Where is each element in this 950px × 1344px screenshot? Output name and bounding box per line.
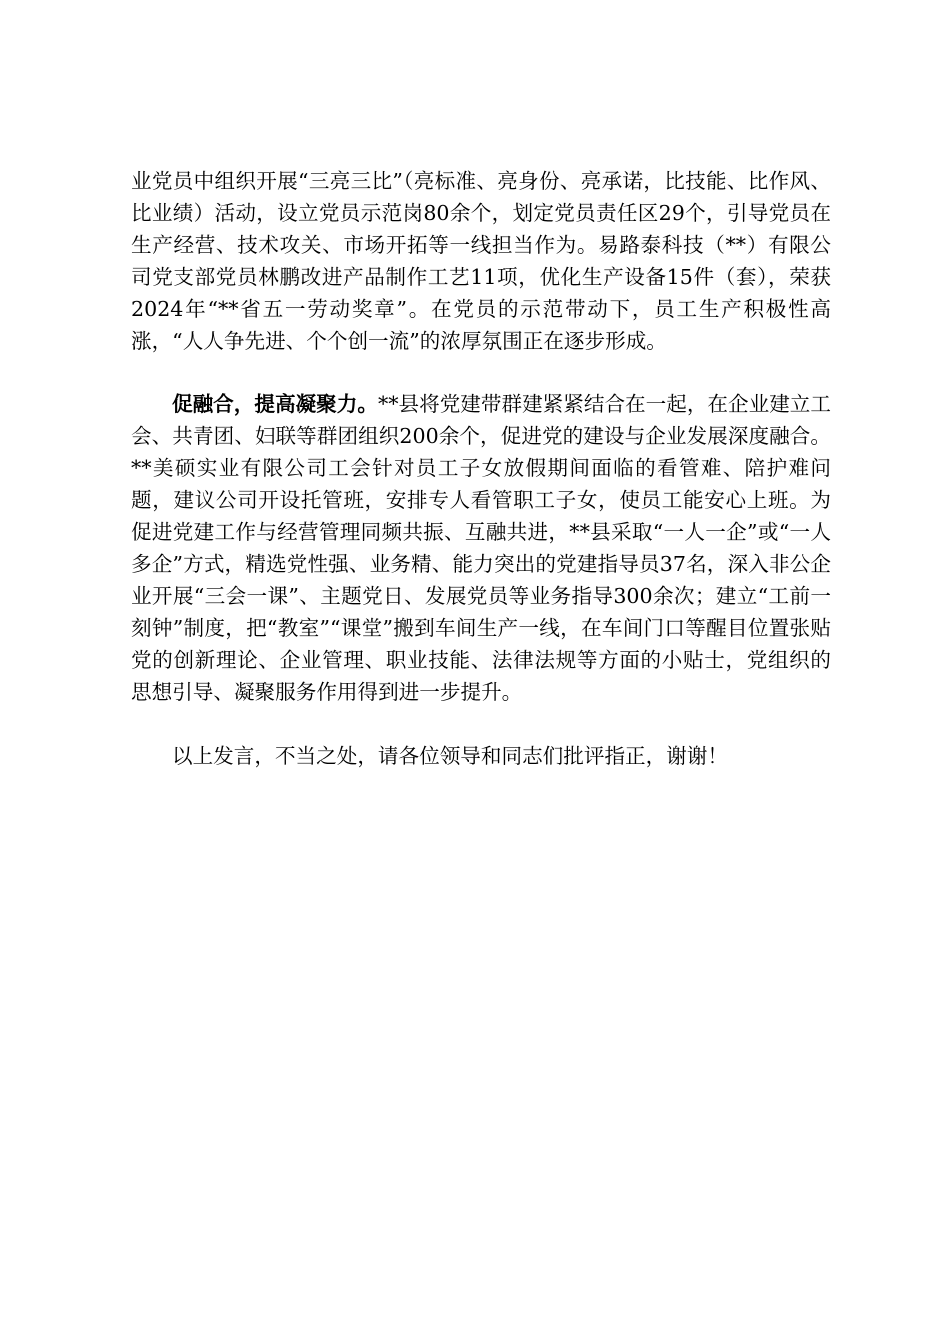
paragraph-heading: 促融合，提高凝聚力。 — [172, 392, 378, 417]
paragraph-promote-integration — [131, 389, 831, 708]
paragraph-text: 以上发言，不当之处，请各位领导和同志们批评指正，谢谢！ — [172, 743, 729, 768]
paragraph-text: **县将党建带群建紧紧结合在一起，在企业建立工会、共青团、妇联等群团组织200余个，促进党的建设与企业发展深度融合。**美硕实业有限公司工会针对员工子女放假期间面临的看管难、陪护难问题，建议公司开设托管班，安排专人看管职工子女，使员工能安心上班。为促进党建工作与经营管理同频共振、互融共进，**县采取“一人一企”或“一人多企”方式，精选党性强、业务精、能力突出的党建指导员37名，深入非公企业开展“三会一课”、主题党日、发展党员等业务指导300余次；建立“工前一刻钟”制度，把“教室”“课堂”搬到车间生产一线，在车间门口等醒目位置张贴党的创新理论、企业管理、职业技能、法律法规等方面的小贴士，党组织的思想引导、凝聚服务作用得到进一步提升。 — [131, 392, 831, 704]
paragraph-continuation — [131, 166, 831, 357]
paragraph-closing-remarks — [131, 741, 831, 773]
document-body — [131, 166, 831, 772]
paragraph-text: 业党员中组织开展“三亮三比”（亮标准、亮身份、亮承诺，比技能、比作风、比业绩）活动，设立党员示范岗80余个，划定党员责任区29个，引导党员在生产经营、技术攻关、市场开拓等一线担当作为。易路泰科技（**）有限公司党支部党员林鹏改进产品制作工艺11项，优化生产设备15件（套），荣获2024年“**省五一劳动奖章”。在党员的示范带动下，员工生产积极性高涨，“人人争先进、个个创一流”的浓厚氛围正在逐步形成。 — [131, 169, 831, 353]
